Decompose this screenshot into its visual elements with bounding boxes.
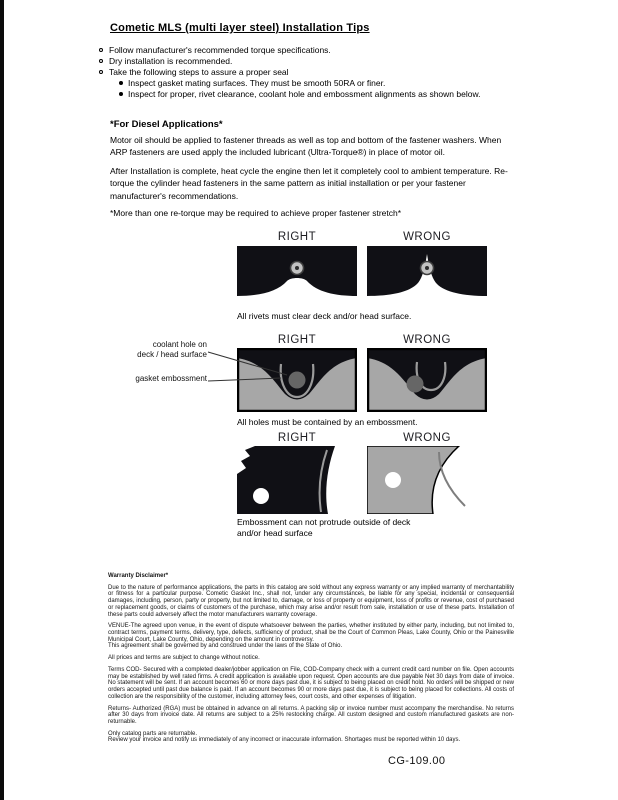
fig2-right-label: RIGHT — [277, 334, 317, 346]
fig2-wrong-label: WRONG — [403, 334, 451, 346]
fig3-caption-line1: Embossment can not protrude outside of deck — [237, 517, 411, 527]
fig1-caption: All rivets must clear deck and/or head surface. — [237, 311, 412, 321]
tip-item-text: Dry installation is recommended. — [109, 56, 233, 66]
disclaimer-paragraph: Returns- Authorized (RGA) must be obtained in advance on all returns. A packing slip or invoice number must accompany the merchandise. No returns after 30 days from invoice date. All returns are subject to a 25% restocking charge. All custom designed and custom manufactured gaskets are non-returnable. — [108, 705, 514, 725]
retorque-note: *More than one re-torque may be required to achieve proper fastener stretch* — [110, 208, 402, 218]
gasket-embossment-callout: gasket embossment — [135, 374, 207, 383]
fig3-wrong-label: WRONG — [403, 432, 451, 444]
tip-item — [99, 45, 331, 55]
tip-item-text: Follow manufacturer's recommended torque specifications. — [109, 45, 331, 55]
hollow-bullet-icon — [99, 48, 103, 52]
tip-item-text: Take the following steps to assure a proper seal — [109, 67, 289, 77]
fig3-caption — [237, 517, 410, 539]
filled-bullet-icon — [119, 92, 123, 96]
disclaimer-paragraph: All prices and terms are subject to change without notice. — [108, 655, 260, 662]
filled-bullet-icon — [119, 81, 123, 85]
tip-sub-item — [119, 89, 480, 99]
warranty-disclaimer-heading: Warranty Disclaimer* — [108, 573, 169, 579]
disclaimer-paragraph: VENUE-The agreed upon venue, in the event of dispute whatsoever between the parties, whether instituted by either party, including, but not limited to, contract terms, payment terms, delivery, type, defects, sufficiency of product, shall be the Court of Common Pleas, Lake County, Ohio or the Painesville Municipal Court, Lake County, Ohio, depending on the amount in controversy. — [108, 623, 514, 643]
tip-item — [99, 56, 232, 66]
embossment-protrusion-right-diagram — [237, 446, 357, 514]
disclaimer-paragraph: Only catalog parts are returnable. — [108, 730, 198, 737]
rivet-clearance-right-diagram — [237, 246, 357, 306]
warranty-disclaimer — [108, 573, 514, 749]
fig1-right-label: RIGHT — [277, 231, 317, 243]
fig2-caption: All holes must be contained by an embossment. — [237, 417, 418, 427]
diesel-section-heading: *For Diesel Applications* — [110, 119, 223, 130]
tip-item — [99, 67, 289, 77]
page-title: Cometic MLS (multi layer steel) Installation Tips — [110, 22, 370, 34]
coolant-hole-callout-line2: deck / head surface — [137, 350, 207, 359]
hollow-bullet-icon — [99, 59, 103, 63]
disclaimer-paragraph: Due to the nature of performance applications, the parts in this catalog are sold without any express warranty or any implied warranty of merchantability or fitness for a particular purpose. Cometic Gasket Inc., shall not, under any circumstances, be liable for any special, incidental or consequential damages, including, person, party or property, but not limited to, damage, or loss of property or equipment, loss of profits or revenue, cost of purchased or replacement goods, or claims of customers of the purchase, which may arise and/or result from sale, installation or use of these parts. Installation of these parts could adversely affect the motor manufacturers warranty coverage. — [108, 584, 514, 618]
disclaimer-paragraph: This agreement shall be governed by and construed under the laws of the State of Ohio. — [108, 643, 343, 650]
tip-sub-item-text: Inspect gasket mating surfaces. They must be smooth 50RA or finer. — [128, 78, 386, 88]
embossment-protrusion-wrong-diagram — [367, 446, 487, 514]
disclaimer-paragraph: Review your invoice and notify us immediately of any incorrect or inaccurate information. Shortages must be reported within 10 days. — [108, 737, 461, 744]
fig3-caption-line2: and/or head surface — [237, 528, 313, 538]
disclaimer-paragraph: Terms COD- Secured with a completed dealer/jobber application on File, COD-Company check with a current credit card number on file. Open accounts may be established by well rated firms. A credit application is available upon request. Open accounts are due payable Net 30 days from date of invoice. No statement will be sent. If an account becomes 60 or more days past due, it is subject to being placed on credit hold. No orders will be shipped or new orders accepted until past due balance is paid. If an account becomes 90 or more days past due, it is subject to being placed for collections. All costs of collection are the responsibility of the customer, including attorney fees, court costs, and other expenses of litigation. — [108, 666, 514, 700]
coolant-hole-callout — [110, 340, 207, 360]
coolant-hole-callout-line1: coolant hole on — [152, 340, 207, 349]
diesel-paragraph-2: After Installation is complete, heat cycle the engine then let it completely cool to ambient temperature. Re-torque the cylinder head fasteners in the same pattern as initial installation or per your fastener manufacturer's recommendations. — [110, 166, 508, 201]
hole-embossment-right-diagram — [237, 348, 357, 412]
tip-sub-item-text: Inspect for proper, rivet clearance, coolant hole and embossment alignments as shown below. — [128, 89, 481, 99]
diesel-paragraph-1: Motor oil should be applied to fastener threads as well as top and bottom of the fastener washers. When ARP fasteners are used apply the included lubricant (Ultra-Torque®) in place of motor oil. — [110, 135, 502, 158]
tip-sub-item — [119, 78, 385, 88]
hole-embossment-wrong-diagram — [367, 348, 487, 412]
fig1-wrong-label: WRONG — [403, 231, 451, 243]
page-number: CG-109.00 — [388, 755, 446, 767]
fig3-right-label: RIGHT — [277, 432, 317, 444]
rivet-clearance-wrong-diagram — [367, 246, 487, 306]
page-edge-artifact — [0, 0, 4, 800]
hollow-bullet-icon — [99, 70, 103, 74]
